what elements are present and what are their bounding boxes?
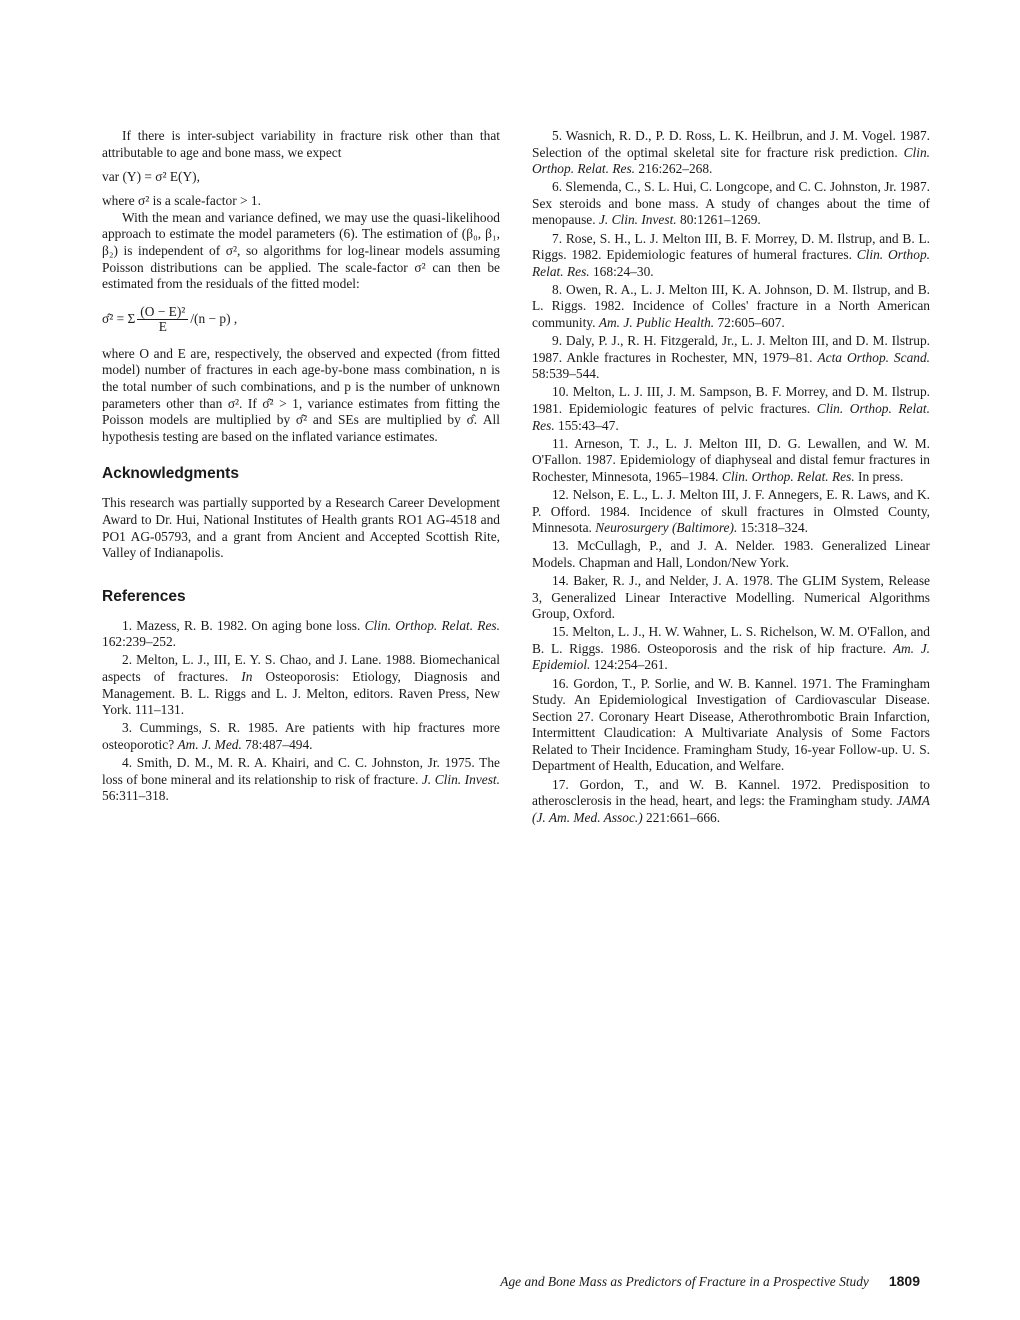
reference-volume: Osteoporosis: Etiology, Diagnosis and Management. B. L. Riggs and L. J. Melton, editors. Raven Press, New York. 111–131. <box>102 668 500 718</box>
reference-volume: 216:262–268. <box>635 161 713 177</box>
reference-volume: 124:254–261. <box>590 657 668 673</box>
reference-entry <box>532 676 930 776</box>
reference-entry <box>532 487 930 537</box>
reference-text: 5. Wasnich, R. D., P. D. Ross, L. K. Heilbrun, and J. M. Vogel. 1987. Selection of the optimal skeletal site for fracture risk prediction. <box>532 128 930 160</box>
reference-text: 7. Rose, S. H., L. J. Melton III, B. F. Morrey, D. M. Ilstrup, and B. L. Riggs. 1982. Epidemiologic features of humeral fractures. <box>532 230 930 263</box>
acknowledgments-heading: Acknowledgments <box>102 465 239 483</box>
quasi-likelihood-paragraph: With the mean and variance defined, we may use the quasi-likelihood approach to estimate the model parameters (6). The estimation of (β₀, β₁, β₂) is independent of σ², so algorithms for log-linear models assuming Poisson distributions can be applied. The scale-factor σ² can then be estimated from the residuals of the fitted model: <box>102 209 500 292</box>
equation-right: /(n − p) , <box>190 311 238 327</box>
reference-text: 15. Melton, L. J., H. W. Wahner, L. S. Richelson, W. M. O'Fallon, and B. L. Riggs. 1986. Osteoporosis and the risk of hip fracture. <box>532 624 930 656</box>
reference-entry <box>102 755 500 805</box>
reference-text: 13. McCullagh, P., and J. A. Nelder. 1983. Generalized Linear Models. Chapman and Hall, London/New York. <box>532 538 930 570</box>
reference-text: 16. Gordon, T., P. Sorlie, and W. B. Kannel. 1971. The Framingham Study. An Epidemiological Investigation of Cardiovascular Disease. Section 27. Coronary Heart Disease, Atherothrombotic Brain Infarction, Intermittent Claudication: A Multivariate Analysis of Some Factors Related to Their Incidence. Framingham Study, 16-year Follow-up. U. S. Department of Health, Education, and Welfare. <box>532 675 930 774</box>
reference-text: 3. Cummings, S. R. 1985. Are patients with hip fractures more osteoporotic? <box>102 720 500 752</box>
reference-text: 11. Arneson, T. J., L. J. Melton III, D. G. Lewallen, and W. M. O'Fallon. 1987. Epidemiology of diaphyseal and distal femur fractures in Rochester, Minnesota, 1965–1984. <box>532 435 930 484</box>
reference-journal: Clin. Orthop. Relat. Res. <box>532 144 930 177</box>
variance-equation: var (Y) = σ² E(Y), <box>102 169 200 185</box>
reference-entry <box>532 231 930 281</box>
page-footer <box>500 1273 920 1290</box>
reference-volume: 78:487–494. <box>241 736 313 752</box>
reference-journal: J. Clin. Invest. <box>421 771 500 787</box>
references-list-left <box>102 618 500 805</box>
reference-text: 4. Smith, D. M., M. R. A. Khairi, and C. C. Johnston, Jr. 1975. The loss of bone mineral and its relationship to risk of fracture. <box>102 754 500 787</box>
reference-entry <box>102 652 500 718</box>
reference-volume: 155:43–47. <box>554 417 619 433</box>
reference-volume: 168:24–30. <box>589 263 654 279</box>
intro-paragraph: If there is inter-subject variability in fracture risk other than that attributable to age and bone mass, we expect <box>102 128 500 160</box>
equation-fraction <box>137 305 188 334</box>
reference-entry <box>532 128 930 178</box>
reference-journal: JAMA (J. Am. Med. Assoc.) <box>532 793 930 825</box>
equation-denominator: E <box>158 318 167 334</box>
reference-text: 1. Mazess, R. B. 1982. On aging bone loss. <box>122 617 365 633</box>
reference-volume: In press. <box>854 468 904 484</box>
reference-journal: Clin. Orthop. Relat. Res. <box>532 247 930 279</box>
equation-left: σ̂² = Σ <box>102 311 136 327</box>
reference-text: 6. Slemenda, C., S. L. Hui, C. Longcope, and C. C. Johnston, Jr. 1987. Sex steroids and bone mass. A study of changes about the time of menopause. <box>532 179 930 228</box>
reference-text: 10. Melton, L. J. III, J. M. Sampson, B. F. Morrey, and D. M. Ilstrup. 1981. Epidemiologic features of pelvic fractures. <box>532 384 930 416</box>
equation-numerator: (O − E)² <box>137 305 188 320</box>
reference-text: 2. Melton, L. J., III, E. Y. S. Chao, and J. Lane. 1988. Biomechanical aspects of fractures. <box>102 652 500 684</box>
reference-volume: 56:311–318. <box>102 788 169 804</box>
reference-journal: Clin. Orthop. Relat. Res. <box>364 617 500 633</box>
reference-entry <box>102 720 500 753</box>
reference-entry <box>532 538 930 571</box>
references-heading: References <box>102 587 186 605</box>
right-column <box>532 128 930 828</box>
reference-text: 9. Daly, P. J., R. H. Fitzgerald, Jr., L. J. Melton III, and D. M. Ilstrup. 1987. Ankle fractures in Rochester, MN, 1979–81. <box>532 333 930 365</box>
reference-volume: 72:605–607. <box>714 315 785 331</box>
reference-volume: 221:661–666. <box>642 809 721 825</box>
scale-factor-paragraph: where σ² is a scale-factor > 1. <box>102 193 261 209</box>
running-title: Age and Bone Mass as Predictors of Fracture in a Prospective Study <box>500 1274 869 1289</box>
reference-entry <box>532 333 930 383</box>
reference-volume: 58:539–544. <box>532 366 600 382</box>
reference-entry <box>532 282 930 332</box>
reference-journal: Clin. Orthop. Relat. Res. <box>721 468 855 484</box>
reference-entry <box>532 436 930 486</box>
reference-text: 17. Gordon, T., and W. B. Kannel. 1972. Predisposition to atherosclerosis in the head, heart, and legs: the Framingham study. <box>532 776 930 809</box>
reference-journal: Am. J. Public Health. <box>598 315 715 331</box>
reference-journal: Am. J. Epidemiol. <box>532 640 930 673</box>
reference-volume: 80:1261–1269. <box>676 212 761 228</box>
reference-journal: In <box>241 668 253 684</box>
reference-entry <box>532 777 930 827</box>
reference-volume: 15:318–324. <box>737 520 808 536</box>
reference-text: 12. Nelson, E. L., L. J. Melton III, J. F. Annegers, E. R. Laws, and K. P. Offord. 1984. Incidence of skull fractures in Olmsted County, Minnesota. <box>532 486 930 536</box>
left-column <box>102 128 500 806</box>
scale-estimate-equation <box>102 305 500 334</box>
reference-volume: 162:239–252. <box>102 634 177 650</box>
acknowledgments-text: This research was partially supported by a Research Career Development Award to Dr. Hui, National Institutes of Health grants RO1 AG-4518 and PO1 AG-05793, and a grant from Ancient and Accepted Scottish Rite, Valley of Indianapolis. <box>102 495 500 561</box>
reference-entry <box>532 624 930 674</box>
reference-journal: Clin. Orthop. Relat. Res. <box>532 401 930 433</box>
reference-entry <box>532 573 930 623</box>
reference-entry <box>102 618 500 651</box>
page-number: 1809 <box>888 1273 920 1289</box>
definitions-paragraph: where O and E are, respectively, the observed and expected (from fitted model) number of fractures in each age-by-bone mass combination, n is the total number of such combinations, and p is the number of unknown parameters other than σ². If σ̂² > 1, variance estimates from fitting the Poisson models are multiplied by σ̂² and SEs are multiplied by σ̂. All hypothesis testing are based on the inflated variance estimates. <box>102 345 500 444</box>
reference-text: 8. Owen, R. A., L. J. Melton III, K. A. Johnson, D. M. Ilstrup, and B. L. Riggs. 1982. Incidence of Colles' fracture in a North American community. <box>532 281 930 331</box>
references-list-right <box>532 128 930 826</box>
reference-entry <box>532 179 930 229</box>
reference-journal: Neurosurgery (Baltimore). <box>595 520 738 536</box>
reference-journal: J. Clin. Invest. <box>598 212 677 228</box>
reference-text: 14. Baker, R. J., and Nelder, J. A. 1978. The GLIM System, Release 3, Generalized Linear Interactive Modelling. Numerical Algorithms Group, Oxford. <box>532 572 930 622</box>
reference-journal: Acta Orthop. Scand. <box>817 349 931 365</box>
reference-entry <box>532 384 930 434</box>
reference-journal: Am. J. Med. <box>177 736 242 752</box>
